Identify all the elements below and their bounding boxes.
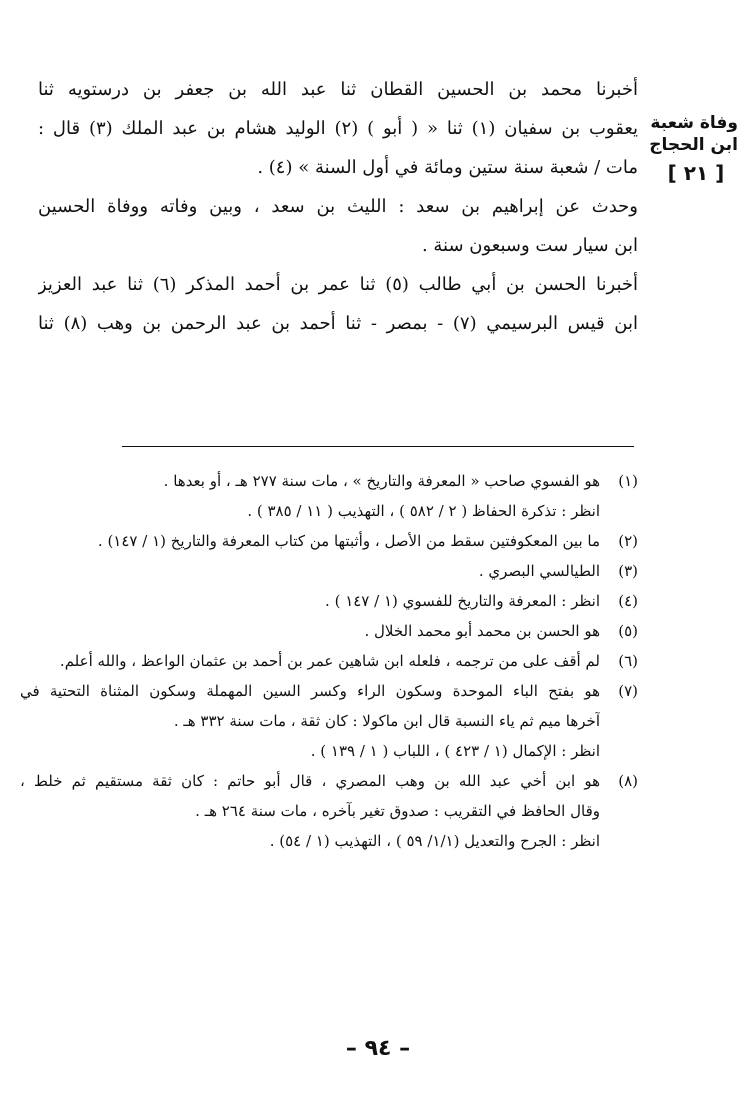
- text-line: ابن سيار ست وسبعون سنة .: [421, 235, 638, 256]
- footnote-number: (٥): [618, 622, 638, 640]
- margin-note-line: ابن الحجاج: [649, 135, 738, 155]
- footnote: [20, 766, 638, 856]
- footnote-number: (٤): [618, 592, 638, 610]
- text-line: أخبرنا الحسن بن أبي طالب (٥) ثنا عمر بن أحمد المذكر (٦) ثنا عبد العزيز: [38, 274, 638, 295]
- footnote: [20, 526, 638, 556]
- entry-number: [ ٢١ ]: [667, 161, 725, 185]
- footnote: [20, 616, 638, 646]
- main-text: [38, 70, 638, 343]
- footnote: [20, 556, 638, 586]
- text-line: ابن قيس البرسيمي (٧) - بمصر - ثنا أحمد بن عبد الرحمن بن وهب (٨) ثنا: [38, 313, 638, 334]
- margin-note-line: وفاة شعبة: [650, 113, 738, 133]
- text-line: يعقوب بن سفيان (١) ثنا « ( أبو ) (٢) الوليد هشام بن عبد الملك (٣) قال :: [38, 118, 638, 139]
- margin-note: [649, 112, 738, 185]
- paragraph: [38, 187, 638, 265]
- footnote-number: (١): [618, 472, 638, 490]
- page-number: – ٩٤ –: [345, 1036, 411, 1061]
- footnote-number: (٨): [618, 772, 638, 790]
- footnote-separator: [122, 446, 634, 447]
- text-line: أخبرنا محمد بن الحسين القطان ثنا عبد الله بن جعفر بن درستويه ثنا: [38, 79, 638, 100]
- footnote-line: هو ابن أخي عبد الله بن وهب المصري ، قال أبو حاتم : كان ثقة مستقيم ثم خلط ،: [20, 772, 600, 790]
- footnote-number: (٧): [618, 682, 638, 700]
- footnote-line: انظر : الجرح والتعديل (١/١/ ٥٩ ) ، التهذيب (١ / ٥٤) .: [269, 832, 600, 850]
- footnote-line: انظر : الإكمال (١ / ٤٢٣ ) ، اللباب ( ١ / ١٣٩ ) .: [310, 742, 600, 760]
- footnote-line: الطيالسي البصري .: [478, 562, 600, 580]
- footnote-line: آخرها ميم ثم ياء النسبة قال ابن ماكولا : كان ثقة ، مات سنة ٣٣٢ هـ .: [173, 712, 600, 730]
- footnote-line: هو بفتح الباء الموحدة وسكون الراء وكسر السين المهملة وسكون المثناة التحتية في: [20, 682, 600, 700]
- text-line: وحدث عن إبراهيم بن سعد : الليث بن سعد ، وبين وفاته ووفاة الحسين: [38, 196, 638, 217]
- footnote-line: لم أقف على من ترجمه ، فلعله ابن شاهين عمر بن أحمد بن عثمان الواعظ ، والله أعلم.: [59, 652, 600, 670]
- footnote: [20, 586, 638, 616]
- footnote-number: (٦): [618, 652, 638, 670]
- footnote-line: هو الحسن بن محمد أبو محمد الخلال .: [364, 622, 600, 640]
- footnote: [20, 646, 638, 676]
- text-line: مات / شعبة سنة ستين ومائة في أول السنة » (٤) .: [257, 157, 638, 178]
- footnote-number: (٣): [618, 562, 638, 580]
- footnote: [20, 676, 638, 766]
- paragraph: [38, 70, 638, 187]
- footnotes: [20, 466, 638, 856]
- footnote: [20, 466, 638, 526]
- footnote-line: هو الفسوي صاحب « المعرفة والتاريخ » ، مات سنة ٢٧٧ هـ ، أو بعدها .: [163, 472, 600, 490]
- footnote-line: ما بين المعكوفتين سقط من الأصل ، وأثبتها من كتاب المعرفة والتاريخ (١ / ١٤٧) .: [97, 532, 600, 550]
- footnote-line: انظر : تذكرة الحفاظ ( ٢ / ٥٨٢ ) ، التهذيب ( ١١ / ٣٨٥ ) .: [247, 502, 600, 520]
- footnote-line: وقال الحافظ في التقريب : صدوق تغير بآخره ، مات سنة ٢٦٤ هـ .: [195, 802, 600, 820]
- footnote-line: انظر : المعرفة والتاريخ للفسوي (١ / ١٤٧ ) .: [325, 592, 600, 610]
- paragraph: [38, 265, 638, 343]
- footnote-number: (٢): [618, 532, 638, 550]
